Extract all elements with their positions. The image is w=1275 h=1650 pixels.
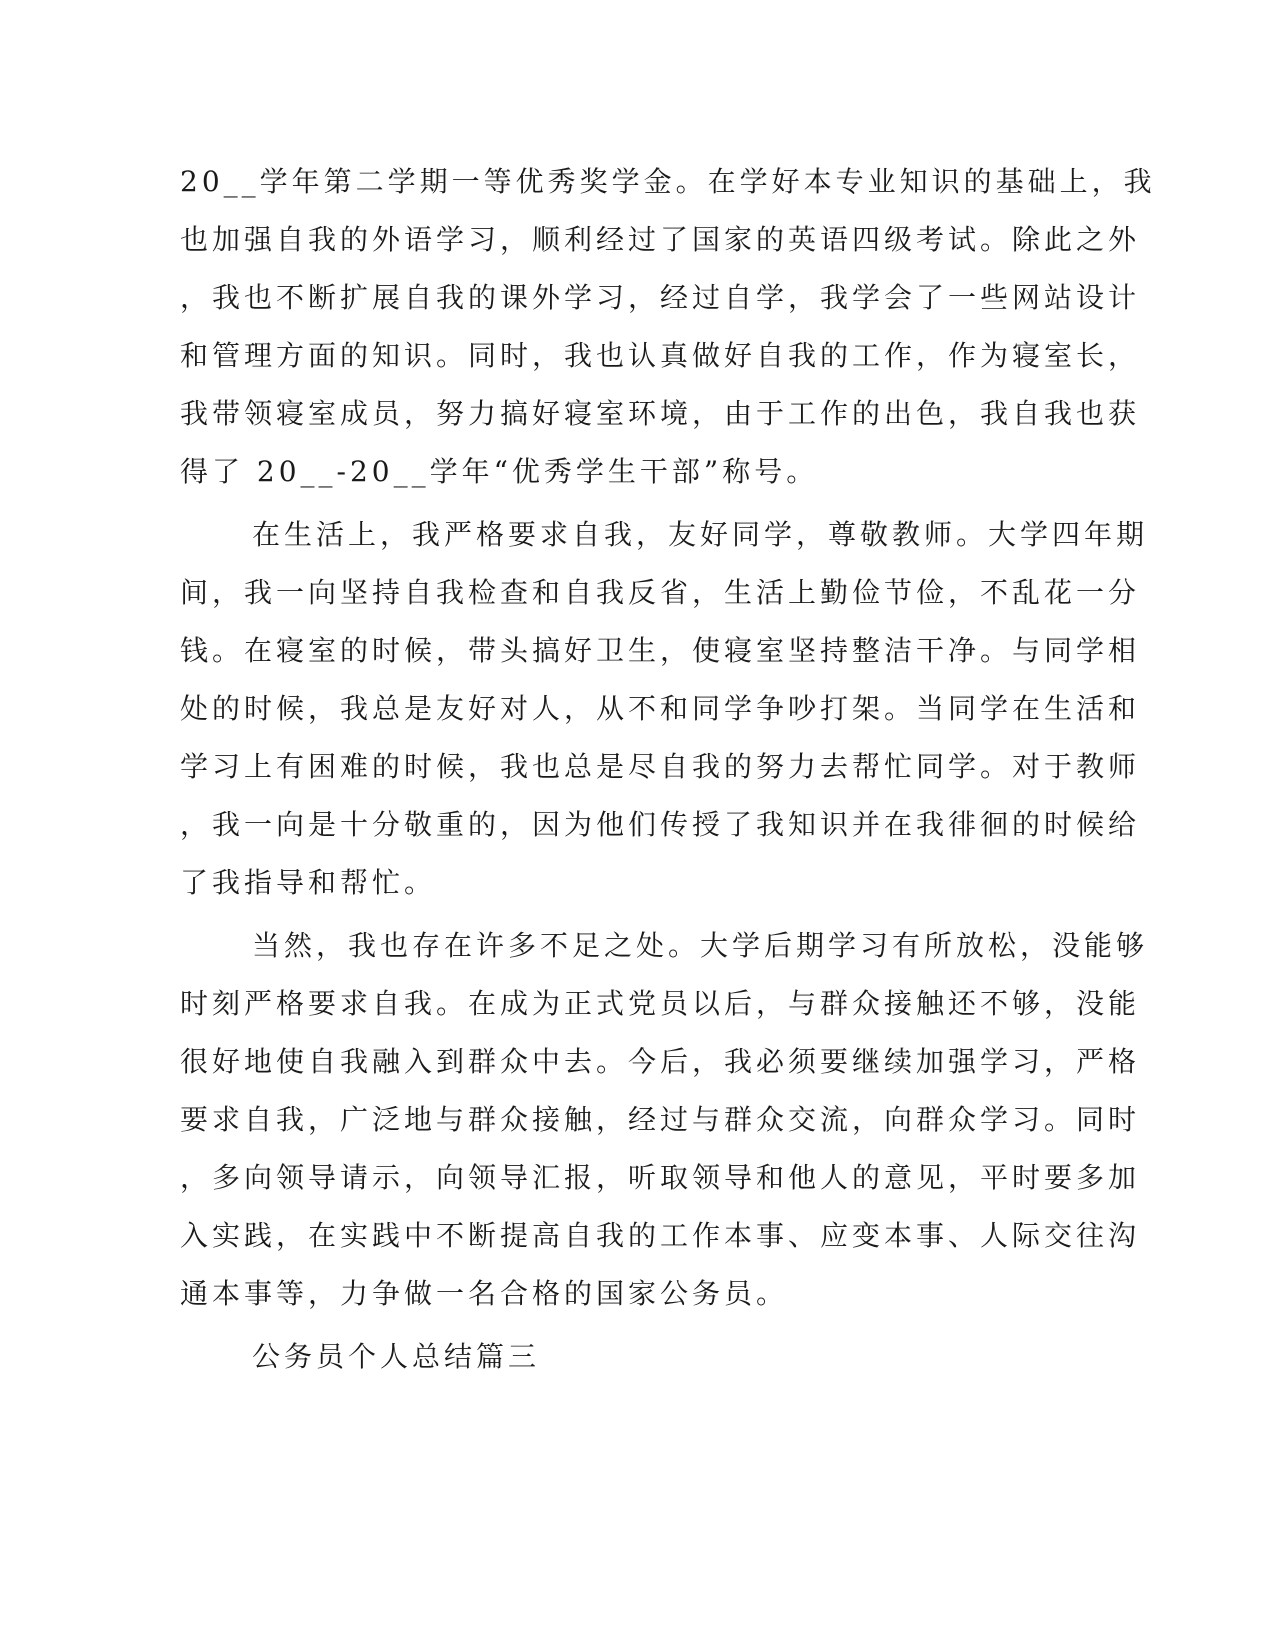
section-heading: 公务员个人总结篇三	[252, 1340, 541, 1373]
paragraph-first-line: 在生活上，我严格要求自我，友好同学，尊敬教师。大学四年期	[252, 518, 1149, 551]
text-line: 入实践，在实践中不断提高自我的工作本事、应变本事、人际交往沟	[180, 1219, 1141, 1252]
text-line: ，多向领导请示，向领导汇报，听取领导和他人的意见，平时要多加	[180, 1161, 1141, 1194]
text-line: 要求自我，广泛地与群众接触，经过与群众交流，向群众学习。同时	[180, 1103, 1141, 1136]
text-line: 时刻严格要求自我。在成为正式党员以后，与群众接触还不够，没能	[180, 987, 1141, 1020]
text-line: 得了 20__-20__学年“优秀学生干部”称号。	[180, 455, 819, 488]
text-line: 我带领寝室成员，努力搞好寝室环境，由于工作的出色，我自我也获	[180, 397, 1141, 430]
paragraph-first-line: 当然，我也存在许多不足之处。大学后期学习有所放松，没能够	[252, 929, 1149, 962]
text-line: 和管理方面的知识。同时，我也认真做好自我的工作，作为寝室长，	[180, 339, 1141, 372]
text-line: 学习上有困难的时候，我也总是尽自我的努力去帮忙同学。对于教师	[180, 750, 1141, 783]
text-line: 处的时候，我总是友好对人，从不和同学争吵打架。当同学在生活和	[180, 692, 1141, 725]
text-line: 钱。在寝室的时候，带头搞好卫生，使寝室坚持整洁干净。与同学相	[180, 634, 1141, 667]
text-line: ，我一向是十分敬重的，因为他们传授了我知识并在我徘徊的时候给	[180, 808, 1141, 841]
text-line: 20__学年第二学期一等优秀奖学金。在学好本专业知识的基础上，我	[180, 165, 1156, 198]
text-line: ，我也不断扩展自我的课外学习，经过自学，我学会了一些网站设计	[180, 281, 1141, 314]
text-line: 了我指导和帮忙。	[180, 866, 437, 899]
text-line: 间，我一向坚持自我检查和自我反省，生活上勤俭节俭，不乱花一分	[180, 576, 1141, 609]
text-line: 很好地使自我融入到群众中去。今后，我必须要继续加强学习，严格	[180, 1045, 1141, 1078]
text-line: 通本事等，力争做一名合格的国家公务员。	[180, 1277, 789, 1310]
text-line: 也加强自我的外语学习，顺利经过了国家的英语四级考试。除此之外	[180, 223, 1141, 256]
